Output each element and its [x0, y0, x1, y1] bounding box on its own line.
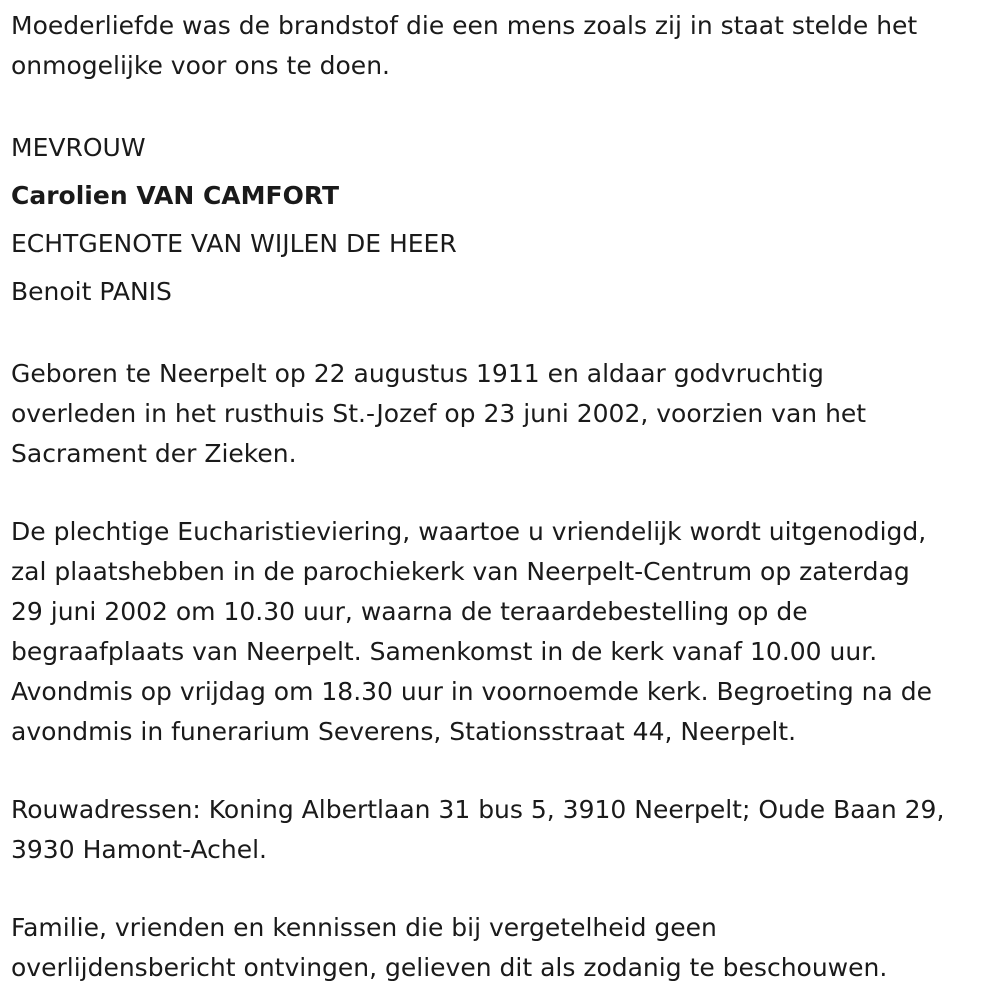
- paragraph-line: 3930 Hamont-Achel.: [11, 835, 267, 864]
- paragraph-line: overlijdensbericht ontvingen, gelieven dit als zodanig te beschouwen.: [11, 953, 888, 982]
- relation-line: ECHTGENOTE VAN WIJLEN DE HEER: [11, 229, 457, 258]
- paragraph-line: avondmis in funerarium Severens, Stationsstraat 44, Neerpelt.: [11, 717, 797, 746]
- quote-line: onmogelijke voor ons te doen.: [11, 51, 390, 80]
- paragraph-line: Rouwadressen: Koning Albertlaan 31 bus 5, 3910 Neerpelt; Oude Baan 29,: [11, 795, 945, 824]
- paragraph-line: Familie, vrienden en kennissen die bij vergetelheid geen: [11, 913, 717, 942]
- addresses-paragraph: [11, 790, 996, 870]
- death-notice-document: [11, 6, 996, 988]
- paragraph-line: Avondmis op vrijdag om 18.30 uur in voornoemde kerk. Begroeting na de: [11, 677, 933, 706]
- honorific-title: MEVROUW: [11, 133, 146, 162]
- ceremony-paragraph: [11, 512, 996, 752]
- quote-line: Moederliefde was de brandstof die een mens zoals zij in staat stelde het: [11, 11, 918, 40]
- paragraph-line: 29 juni 2002 om 10.30 uur, waarna de teraardebestelling op de: [11, 597, 808, 626]
- birth-death-paragraph: [11, 354, 996, 474]
- paragraph-line: zal plaatshebben in de parochiekerk van Neerpelt-Centrum op zaterdag: [11, 557, 910, 586]
- paragraph-line: overleden in het rusthuis St.-Jozef op 23 juni 2002, voorzien van het: [11, 399, 867, 428]
- paragraph-line: begraafplaats van Neerpelt. Samenkomst in de kerk vanaf 10.00 uur.: [11, 637, 878, 666]
- deceased-name: Carolien VAN CAMFORT: [11, 181, 340, 210]
- deceased-name-block: [11, 124, 996, 316]
- closing-paragraph: [11, 908, 996, 988]
- paragraph-line: Geboren te Neerpelt op 22 augustus 1911 en aldaar godvruchtig: [11, 359, 824, 388]
- paragraph-line: De plechtige Eucharistieviering, waartoe u vriendelijk wordt uitgenodigd,: [11, 517, 927, 546]
- spouse-name: Benoit PANIS: [11, 277, 172, 306]
- quote-paragraph: [11, 6, 996, 86]
- paragraph-line: Sacrament der Zieken.: [11, 439, 297, 468]
